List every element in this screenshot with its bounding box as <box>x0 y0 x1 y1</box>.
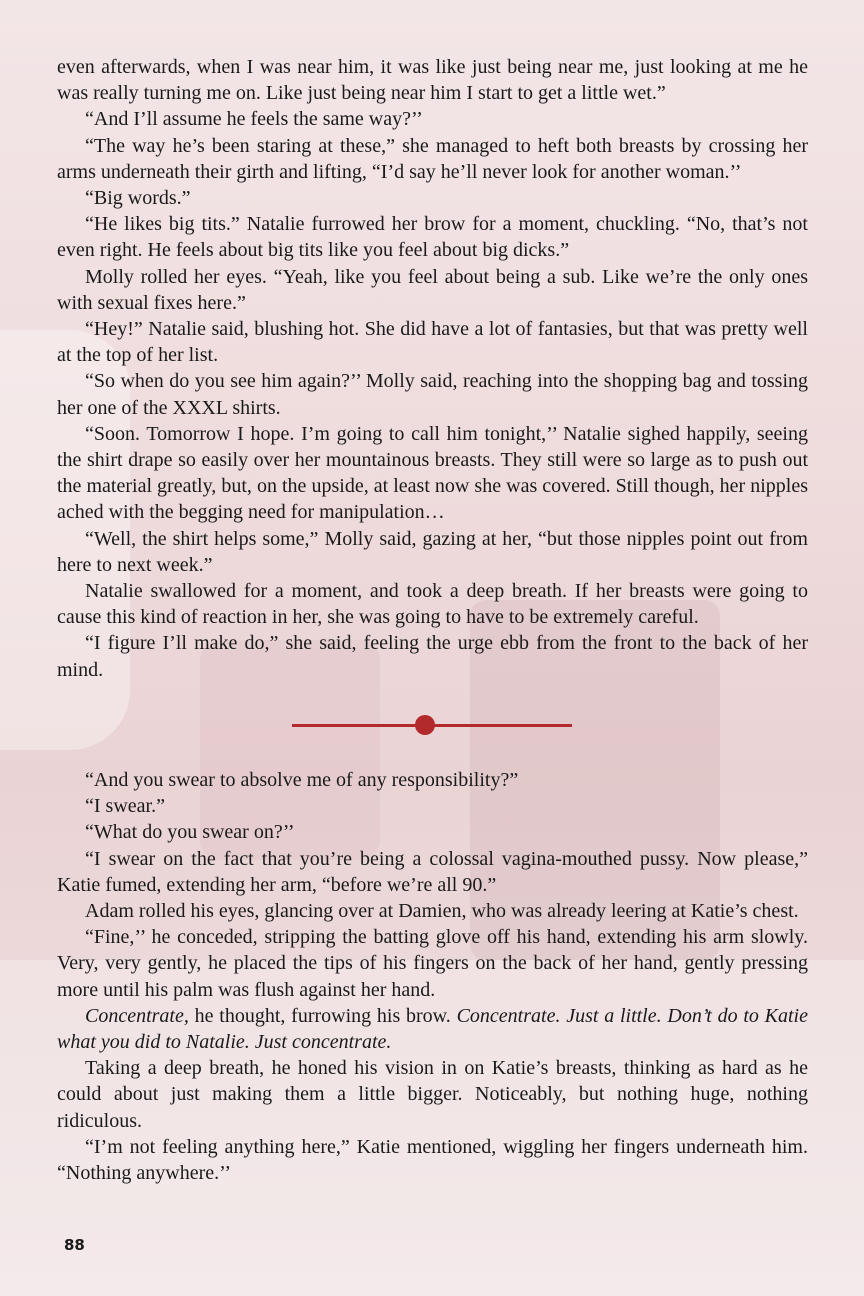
italic-thought: Concentrate. Just a little. Don’t do to Katie what you did to Natalie. Just concentrate. <box>57 1004 808 1054</box>
paragraph: “I swear on the fact that you’re being a colossal vagina-mouthed pussy. Now please,” Katie fumed, extending her arm, “before we’re all 90.” <box>57 847 808 896</box>
paragraph: “I figure I’ll make do,” she said, feeling the urge ebb from the front to the back of her mind. <box>57 632 808 681</box>
paragraph: “And I’ll assume he feels the same way?’’ <box>85 108 423 131</box>
paragraph-italic-thought <box>57 1003 808 1055</box>
paragraph: “The way he’s been staring at these,” she managed to heft both breasts by crossing her arms underneath their girth and lifting, “I’d say he’ll never look for another woman.’’ <box>57 134 808 183</box>
paragraph: “I’m not feeling anything here,” Katie mentioned, wiggling her fingers underneath him. “Nothing anywhere.’’ <box>57 1135 808 1185</box>
paragraph: “Big words.” <box>85 187 191 210</box>
narration: he thought, furrowing his brow. <box>188 1004 457 1027</box>
paragraph: “So when do you see him again?’’ Molly said, reaching into the shopping bag and tossing her one of the XXXL shirts. <box>57 370 808 419</box>
paragraph: Molly rolled her eyes. “Yeah, like you feel about being a sub. Like we’re the only ones with sexual fixes here.” <box>57 265 808 314</box>
body-text-section-2 <box>57 767 808 1186</box>
paragraph: Natalie swallowed for a moment, and took a deep breath. If her breasts were going to cause this kind of reaction in her, she was going to have to be extremely careful. <box>57 580 808 629</box>
paragraph: “Hey!” Natalie said, blushing hot. She did have a lot of fantasies, but that was pretty well at the top of her list. <box>57 318 808 367</box>
paragraph: Adam rolled his eyes, glancing over at Damien, who was already leering at Katie’s chest. <box>85 900 799 923</box>
paragraph: even afterwards, when I was near him, it was like just being near me, just looking at me he was really turning me on. Like just being near him I start to get a little wet.” <box>57 56 808 105</box>
paragraph: “Soon. Tomorrow I hope. I’m going to call him tonight,’’ Natalie sighed happily, seeing the shirt drape so easily over her mountainous breasts. They still were so large as to push out the material greatly, but, on the upside, at least now she was covered. Still though, her nipples ached with the begging need for manipulation… <box>57 422 808 524</box>
italic-thought: Concentrate, <box>85 1004 189 1027</box>
paragraph: “I swear.” <box>85 795 165 818</box>
paragraph: “And you swear to absolve me of any responsibility?” <box>85 769 519 791</box>
paragraph: “Well, the shirt helps some,” Molly said, gazing at her, “but those nipples point out from here to next week.” <box>57 527 808 576</box>
paragraph: “He likes big tits.” Natalie furrowed her brow for a moment, chuckling. “No, that’s not even right. He feels about big tits like you feel about big dicks.” <box>57 213 808 262</box>
divider-dot <box>415 715 435 735</box>
body-text-section-1 <box>57 54 808 683</box>
paragraph: “What do you swear on?’’ <box>85 821 295 844</box>
paragraph: Taking a deep breath, he honed his vision in on Katie’s breasts, thinking as hard as he could about just making them a little bigger. Noticeably, but nothing huge, nothing ridiculous. <box>57 1057 808 1132</box>
paragraph: “Fine,’’ he conceded, stripping the batting glove off his hand, extending his arm slowly. Very, very gently, he placed the tips of his fingers on the back of her hand, gently pressing more until his palm was flush against her hand. <box>57 926 808 1001</box>
section-divider <box>292 714 572 738</box>
page-number: 88 <box>64 1236 85 1254</box>
